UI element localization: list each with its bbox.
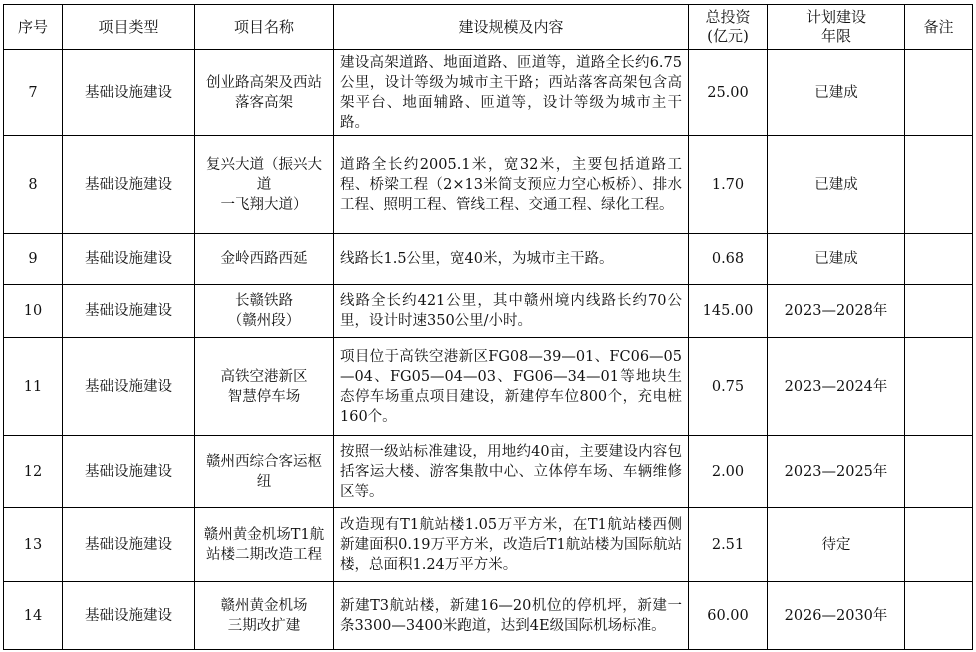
table-row [4,234,973,285]
cell-scope: 建设高架道路、地面道路、匝道等，道路全长约6.75公里，设计等级为城市主干路；西站落客高架包含高架平台、地面辅路、匝道等，设计等级为城市主干路。 [334,50,689,136]
cell-investment: 2.00 [689,436,768,508]
cell-type: 基础设施建设 [63,436,195,508]
cell-no: 13 [4,508,63,582]
project-table [3,4,973,650]
cell-note [905,234,973,285]
cell-scope: 项目位于高铁空港新区FG08—39—01、FC06—05—04、FG05—04—03、FG06—34—01等地块生态停车场重点项目建设，新建停车位800个，充电桩160个。 [334,338,689,436]
header-name: 项目名称 [195,5,334,50]
cell-investment: 25.00 [689,50,768,136]
cell-investment: 145.00 [689,285,768,338]
cell-name: 赣州黄金机场 三期改扩建 [195,582,334,650]
cell-name: 长赣铁路 （赣州段） [195,285,334,338]
table-row [4,285,973,338]
cell-period: 2026—2030年 [768,582,905,650]
cell-period: 已建成 [768,50,905,136]
table-row [4,136,973,234]
cell-investment: 60.00 [689,582,768,650]
cell-type: 基础设施建设 [63,50,195,136]
table-row [4,50,973,136]
cell-investment: 0.68 [689,234,768,285]
cell-note [905,338,973,436]
cell-period: 2023—2028年 [768,285,905,338]
cell-investment: 0.75 [689,338,768,436]
cell-investment: 1.70 [689,136,768,234]
cell-period: 已建成 [768,234,905,285]
cell-period: 已建成 [768,136,905,234]
cell-no: 11 [4,338,63,436]
cell-no: 14 [4,582,63,650]
header-investment: 总投资 (亿元) [689,5,768,50]
header-no: 序号 [4,5,63,50]
cell-period: 2023—2025年 [768,436,905,508]
cell-type: 基础设施建设 [63,136,195,234]
cell-scope: 线路全长约421公里，其中赣州境内线路长约70公里，设计时速350公里/小时。 [334,285,689,338]
cell-scope: 线路长1.5公里，宽40米，为城市主干路。 [334,234,689,285]
cell-scope: 按照一级站标准建设，用地约40亩，主要建设内容包括客运大楼、游客集散中心、立体停车场、车辆维修区等。 [334,436,689,508]
cell-type: 基础设施建设 [63,508,195,582]
table-row [4,436,973,508]
cell-type: 基础设施建设 [63,285,195,338]
table-row [4,338,973,436]
cell-name: 复兴大道（振兴大道 一飞翔大道） [195,136,334,234]
header-period: 计划建设 年限 [768,5,905,50]
header-note: 备注 [905,5,973,50]
cell-no: 12 [4,436,63,508]
cell-note [905,285,973,338]
cell-name: 创业路高架及西站 落客高架 [195,50,334,136]
cell-investment: 2.51 [689,508,768,582]
cell-scope: 新建T3航站楼，新建16—20机位的停机坪，新建一条3300—3400米跑道，达到4E级国际机场标准。 [334,582,689,650]
cell-note [905,136,973,234]
cell-note [905,582,973,650]
cell-name: 金岭西路西延 [195,234,334,285]
cell-type: 基础设施建设 [63,234,195,285]
cell-no: 7 [4,50,63,136]
cell-scope: 道路全长约2005.1米，宽32米，主要包括道路工程、桥梁工程（2×13米简支预应力空心板桥）、排水工程、照明工程、管线工程、交通工程、绿化工程。 [334,136,689,234]
cell-name: 赣州西综合客运枢纽 [195,436,334,508]
cell-no: 8 [4,136,63,234]
cell-name: 高铁空港新区 智慧停车场 [195,338,334,436]
header-row [4,5,973,50]
cell-type: 基础设施建设 [63,582,195,650]
cell-no: 9 [4,234,63,285]
table-row [4,582,973,650]
header-scope: 建设规模及内容 [334,5,689,50]
cell-note [905,436,973,508]
cell-note [905,508,973,582]
table-row [4,508,973,582]
header-type: 项目类型 [63,5,195,50]
cell-scope: 改造现有T1航站楼1.05万平方米，在T1航站楼西侧新建面积0.19万平方米，改造后T1航站楼为国际航站楼，总面积1.24万平方米。 [334,508,689,582]
cell-no: 10 [4,285,63,338]
cell-period: 2023—2024年 [768,338,905,436]
cell-period: 待定 [768,508,905,582]
cell-type: 基础设施建设 [63,338,195,436]
cell-note [905,50,973,136]
cell-name: 赣州黄金机场T1航 站楼二期改造工程 [195,508,334,582]
